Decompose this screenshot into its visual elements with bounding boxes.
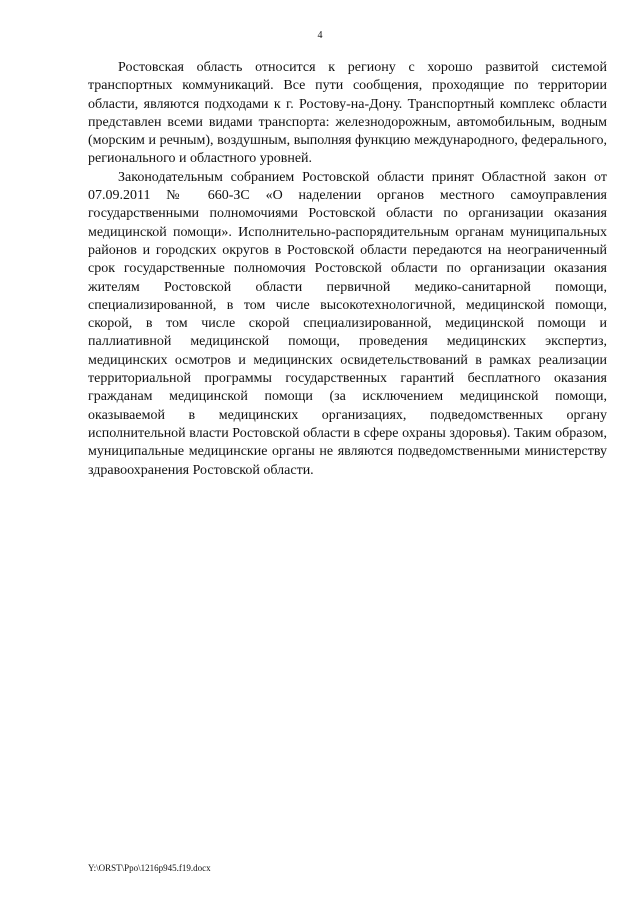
paragraph-law: Законодательным собранием Ростовской области принят Областной закон от 07.09.2011 № 660-ЗС «О наделении органов местного самоуправления государственными полномочиями Ростовской области по организации оказания медицинской помощи». Исполнительно-распорядительным органам муниципальных районов и городских округов в Ростовской области передаются на неограниченный срок государственные полномочия Ростовской области по организации оказания жителям Ростовской области первичной медико-санитарной помощи, специализированной, в том числе высокотехнологичной, медицинской помощи, скорой, в том числе скорой специализированной, медицинской помощи и паллиативной медицинской помощи, проведения медицинских экспертиз, медицинских осмотров и медицинских освидетельствований в рамках реализации территориальной программы государственных гарантий бесплатного оказания гражданам медицинской помощи (за исключением медицинской помощи, оказываемой в медицинских организациях, подведомственных органу исполнительной власти Ростовской области в сфере охраны здоровья). Таким образом, муниципальные медицинские органы не являются подведомственными министерству здравоохранения Ростовской области.	[88, 169, 607, 478]
footer-file-path: Y:\ORST\Ppo\1216p945.f19.docx	[88, 863, 211, 873]
page-number: 4	[317, 30, 323, 41]
document-body	[88, 59, 607, 480]
paragraph-transport: Ростовская область относится к региону с хорошо развитой системой транспортных коммуникаций. Все пути сообщения, проходящие по территории области, являются подходами к г. Ростову-на-Дону. Транспортный комплекс области представлен всеми видами транспорта: железнодорожным, автомобильным, водным (морским и речным), воздушным, выполняя функцию международного, федерального, регионального и областного уровней.	[88, 60, 607, 167]
